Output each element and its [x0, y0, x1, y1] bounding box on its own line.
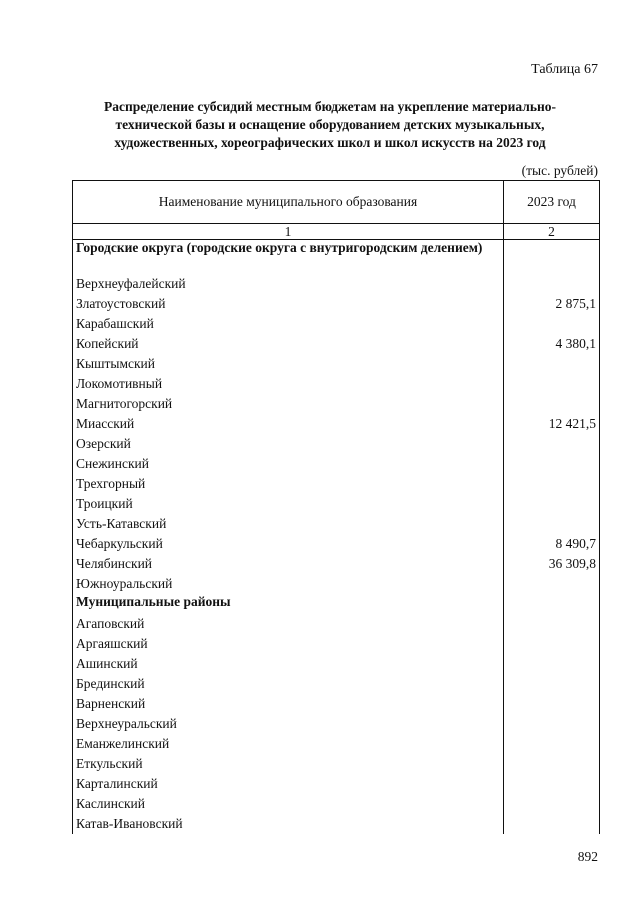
table-row	[73, 734, 600, 754]
column-index-1: 1	[73, 224, 504, 240]
subsidy-value	[504, 240, 600, 275]
municipality-name: Катав-Ивановский	[73, 814, 504, 834]
municipality-name: Карабашский	[73, 314, 504, 334]
subsidy-value	[504, 774, 600, 794]
subsidy-value	[504, 734, 600, 754]
table-body	[73, 240, 600, 835]
subsidy-value	[504, 654, 600, 674]
municipality-name: Трехгорный	[73, 474, 504, 494]
municipality-name: Чебаркульский	[73, 534, 504, 554]
table-row	[73, 714, 600, 734]
subsidy-value	[504, 454, 600, 474]
table-label: Таблица 67	[531, 62, 598, 77]
subsidy-value	[504, 494, 600, 514]
subsidy-value	[504, 434, 600, 454]
subsidy-value	[504, 514, 600, 534]
subsidy-table	[72, 180, 600, 834]
municipality-name: Ашинский	[73, 654, 504, 674]
name-column-header: Наименование муниципального образования	[73, 181, 504, 224]
table-row	[73, 374, 600, 394]
table-row	[73, 394, 600, 414]
table-row	[73, 434, 600, 454]
municipality-name: Брединский	[73, 674, 504, 694]
table-row	[73, 514, 600, 534]
municipality-name: Еманжелинский	[73, 734, 504, 754]
section-row	[73, 594, 600, 614]
table-row	[73, 634, 600, 654]
column-index-2: 2	[504, 224, 600, 240]
subsidy-value	[504, 674, 600, 694]
subsidy-value: 2 875,1	[504, 294, 600, 314]
municipality-name: Верхнеуральский	[73, 714, 504, 734]
subsidy-value	[504, 714, 600, 734]
municipality-name: Троицкий	[73, 494, 504, 514]
municipality-name: Усть-Катавский	[73, 514, 504, 534]
document-title: Распределение субсидий местным бюджетам на укрепление материально-технической базы и оснащение оборудованием детских музыкальных, художественных, хореографических школ и школ искусств на 2023 год	[104, 99, 556, 150]
table-row	[73, 474, 600, 494]
table-row	[73, 794, 600, 814]
municipality-name: Карталинский	[73, 774, 504, 794]
municipality-name: Еткульский	[73, 754, 504, 774]
subsidy-value	[504, 354, 600, 374]
subsidy-value	[504, 634, 600, 654]
table-row	[73, 334, 600, 354]
section-title: Городские округа (городские округа с внутригородским делением)	[73, 240, 504, 275]
subsidy-value	[504, 314, 600, 334]
municipality-name: Кыштымский	[73, 354, 504, 374]
section-title: Муниципальные районы	[73, 594, 504, 614]
table-row	[73, 414, 600, 434]
table-row	[73, 314, 600, 334]
municipality-name: Верхнеуфалейский	[73, 274, 504, 294]
subsidy-value: 4 380,1	[504, 334, 600, 354]
municipality-name: Локомотивный	[73, 374, 504, 394]
municipality-name: Каслинский	[73, 794, 504, 814]
table-row	[73, 654, 600, 674]
subsidy-value	[504, 574, 600, 594]
subsidy-value: 8 490,7	[504, 534, 600, 554]
units-label: (тыс. рублей)	[521, 163, 598, 178]
subsidy-value: 12 421,5	[504, 414, 600, 434]
table-row	[73, 274, 600, 294]
year-column-header: 2023 год	[504, 181, 600, 224]
table-row	[73, 814, 600, 834]
subsidy-value	[504, 374, 600, 394]
table-row	[73, 494, 600, 514]
section-row	[73, 240, 600, 275]
table-row	[73, 454, 600, 474]
column-index-row	[73, 224, 600, 240]
table-row	[73, 774, 600, 794]
subsidy-value	[504, 614, 600, 634]
municipality-name: Снежинский	[73, 454, 504, 474]
municipality-name: Магнитогорский	[73, 394, 504, 414]
municipality-name: Златоустовский	[73, 294, 504, 314]
municipality-name: Варненский	[73, 694, 504, 714]
header-row	[73, 181, 600, 224]
subsidy-value	[504, 474, 600, 494]
table-row	[73, 694, 600, 714]
municipality-name: Аргаяшский	[73, 634, 504, 654]
subsidy-value	[504, 274, 600, 294]
municipality-name: Копейский	[73, 334, 504, 354]
table-row	[73, 574, 600, 594]
subsidy-value: 36 309,8	[504, 554, 600, 574]
page-number: 892	[577, 849, 598, 864]
subsidy-value	[504, 694, 600, 714]
municipality-name: Челябинский	[73, 554, 504, 574]
table-row	[73, 294, 600, 314]
municipality-name: Миасский	[73, 414, 504, 434]
table-row	[73, 554, 600, 574]
subsidy-value	[504, 794, 600, 814]
subsidy-value	[504, 814, 600, 834]
table-row	[73, 354, 600, 374]
subsidy-value	[504, 754, 600, 774]
table-row	[73, 534, 600, 554]
municipality-name: Озерский	[73, 434, 504, 454]
table-row	[73, 674, 600, 694]
municipality-name: Южноуральский	[73, 574, 504, 594]
subsidy-value	[504, 594, 600, 614]
table-row	[73, 754, 600, 774]
table-row	[73, 614, 600, 634]
subsidy-value	[504, 394, 600, 414]
municipality-name: Агаповский	[73, 614, 504, 634]
